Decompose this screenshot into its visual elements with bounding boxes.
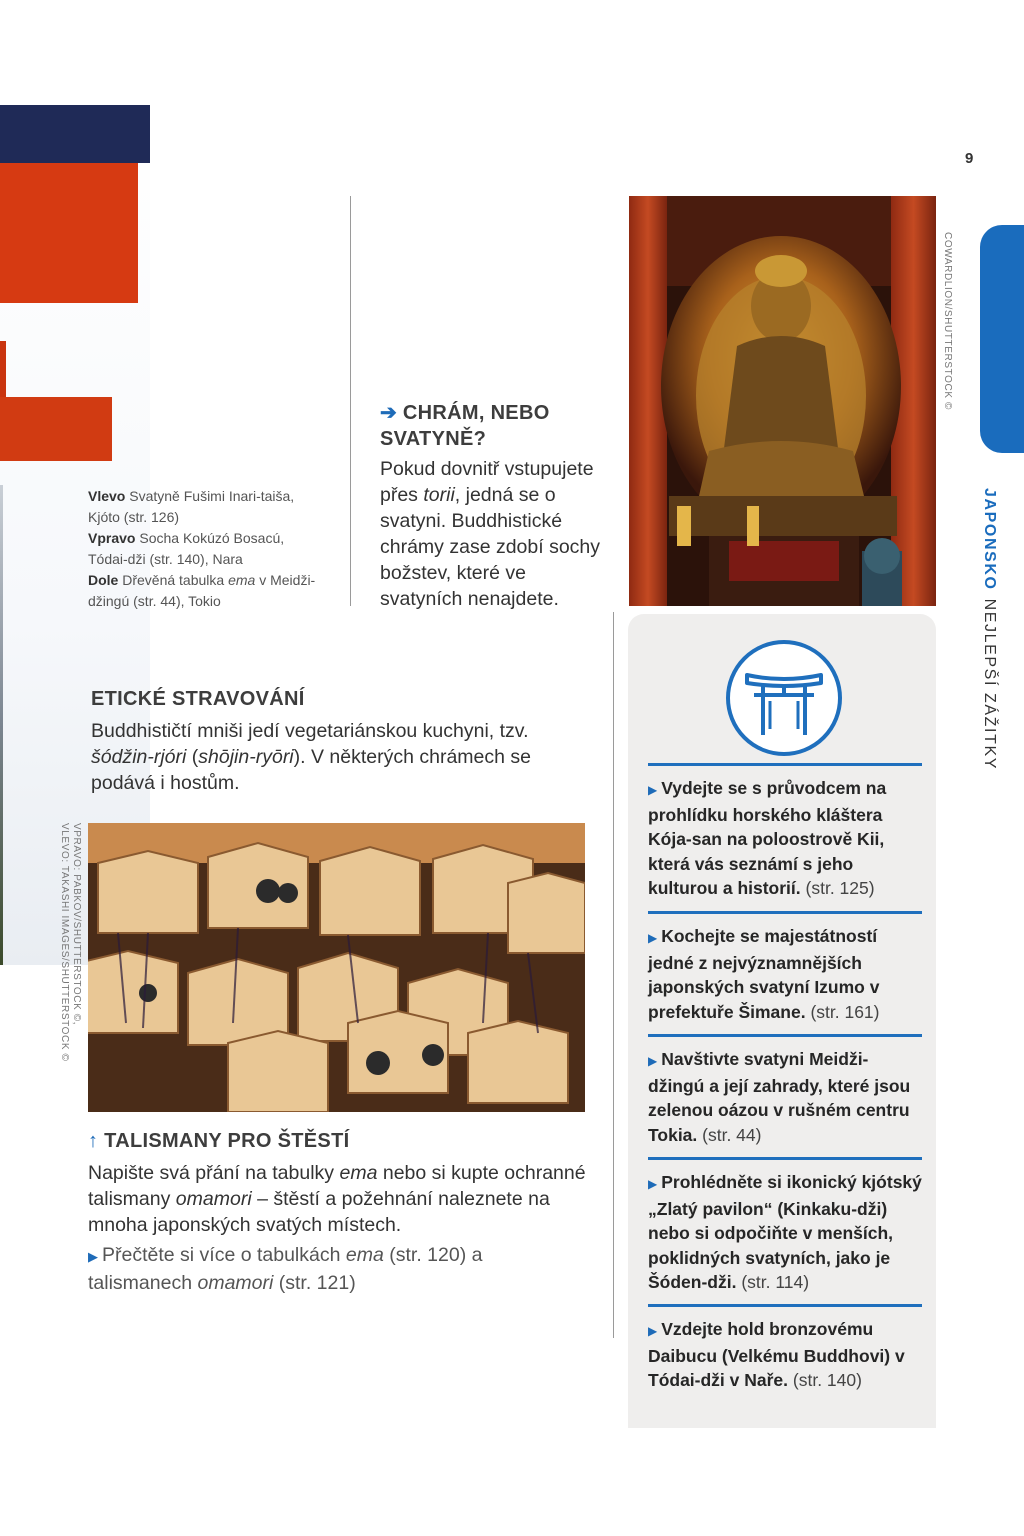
arrow-right-icon: ➔ xyxy=(380,402,398,424)
highlight-item: ▶ Kochejte se majestátností jedné z nejvýznamnějších japonských svatyní Izumo v prefektuře Šimane. (str. 161) xyxy=(648,911,922,1024)
triangle-bullet-icon: ▶ xyxy=(648,783,658,797)
torii-lower-beam xyxy=(0,397,112,461)
divider-left xyxy=(350,196,351,606)
highlight-item: ▶ Vydejte se s průvodcem na prohlídku horského kláštera Kója-san na poloostrově Kii, která vás seznámí s jeho kulturou a historií. (str. 125) xyxy=(648,763,922,901)
highlight-item: ▶ Navštivte svatyni Meidži-džingú a její zahrady, které jsou zelenou oázou v rušném centru Tokia. (str. 44) xyxy=(648,1034,922,1147)
torii-pillar xyxy=(0,341,6,401)
buddha-statue-photo xyxy=(629,196,936,606)
temple-body: Pokud dovnitř vstupujete přes torii, jedná se o svatyni. Buddhistické chrámy zase zdobí sochy božstev, které ve svatyních nenajdete. xyxy=(380,458,601,610)
photo-credit-left: VPRAVO: PABKOV/SHUTTERSTOCK ©, VLEVO: TAKASHI IMAGES/SHUTTERSTOCK © xyxy=(59,823,82,1062)
photo-credit-right: COWARDLION/SHUTTERSTOCK © xyxy=(942,232,953,410)
triangle-bullet-icon: ▶ xyxy=(648,1054,658,1068)
temple-heading: ➔ CHRÁM, NEBO SVATYNĚ? xyxy=(380,402,550,450)
chapter-label: JAPONSKONEJLEPŠÍ ZÁŽITKY xyxy=(981,488,998,771)
caption-bottom: Dole Dřevěná tabulka ema v Meidži-džingú (str. 44), Tokio xyxy=(88,572,316,609)
triangle-bullet-icon: ▶ xyxy=(648,931,658,945)
photo-captions xyxy=(88,486,318,612)
chapter-tab xyxy=(980,225,1024,453)
torii-top-beam xyxy=(0,105,150,163)
divider-right xyxy=(613,612,614,1338)
caption-right: Vpravo Socha Kokúzó Bosacú, Tódai-dži (str. 140), Nara xyxy=(88,530,285,567)
highlight-item: ▶ Vzdejte hold bronzovému Daibucu (Velkému Buddhovi) v Tódai-dži v Naře. (str. 140) xyxy=(648,1304,922,1393)
torii-red-beam xyxy=(0,163,138,303)
triangle-bullet-icon: ▶ xyxy=(88,1249,98,1264)
page-number: 9 xyxy=(965,150,974,167)
highlight-item: ▶ Prohlédněte si ikonický kjótský „Zlatý pavilon“ (Kinkaku-dži) nebo si odpočiňte v menších, poklidných svatyních, jako je Šóden-dži. (str. 114) xyxy=(648,1157,922,1295)
ema-tablets-photo xyxy=(88,823,585,1112)
amulets-reference: ▶ Přečtěte si více o tabulkách ema (str. 120) a talismanech omamori (str. 121) xyxy=(88,1244,483,1294)
triangle-bullet-icon: ▶ xyxy=(648,1177,658,1191)
caption-left: Vlevo Svatyně Fušimi Inari-taiša, Kjóto (str. 126) xyxy=(88,488,295,525)
photo-edge-strip xyxy=(0,485,3,965)
triangle-bullet-icon: ▶ xyxy=(648,1324,658,1338)
ethics-body: Buddhističtí mniši jedí vegetariánskou kuchyni, tzv. šódžin-rjóri (shōjin-ryōri). V některých chrámech se podává i hostům. xyxy=(91,720,531,794)
torii-gate-icon xyxy=(725,639,843,757)
amulets-heading: ↑ TALISMANY PRO ŠTĚSTÍ xyxy=(88,1130,350,1152)
ethics-heading: ETICKÉ STRAVOVÁNÍ xyxy=(91,688,305,710)
amulets-body: Napište svá přání na tabulky ema nebo si kupte ochranné talismany omamori – štěstí a požehnání naleznete na mnoha japonských svatých místech. xyxy=(88,1162,586,1236)
arrow-up-icon: ↑ xyxy=(88,1130,99,1152)
